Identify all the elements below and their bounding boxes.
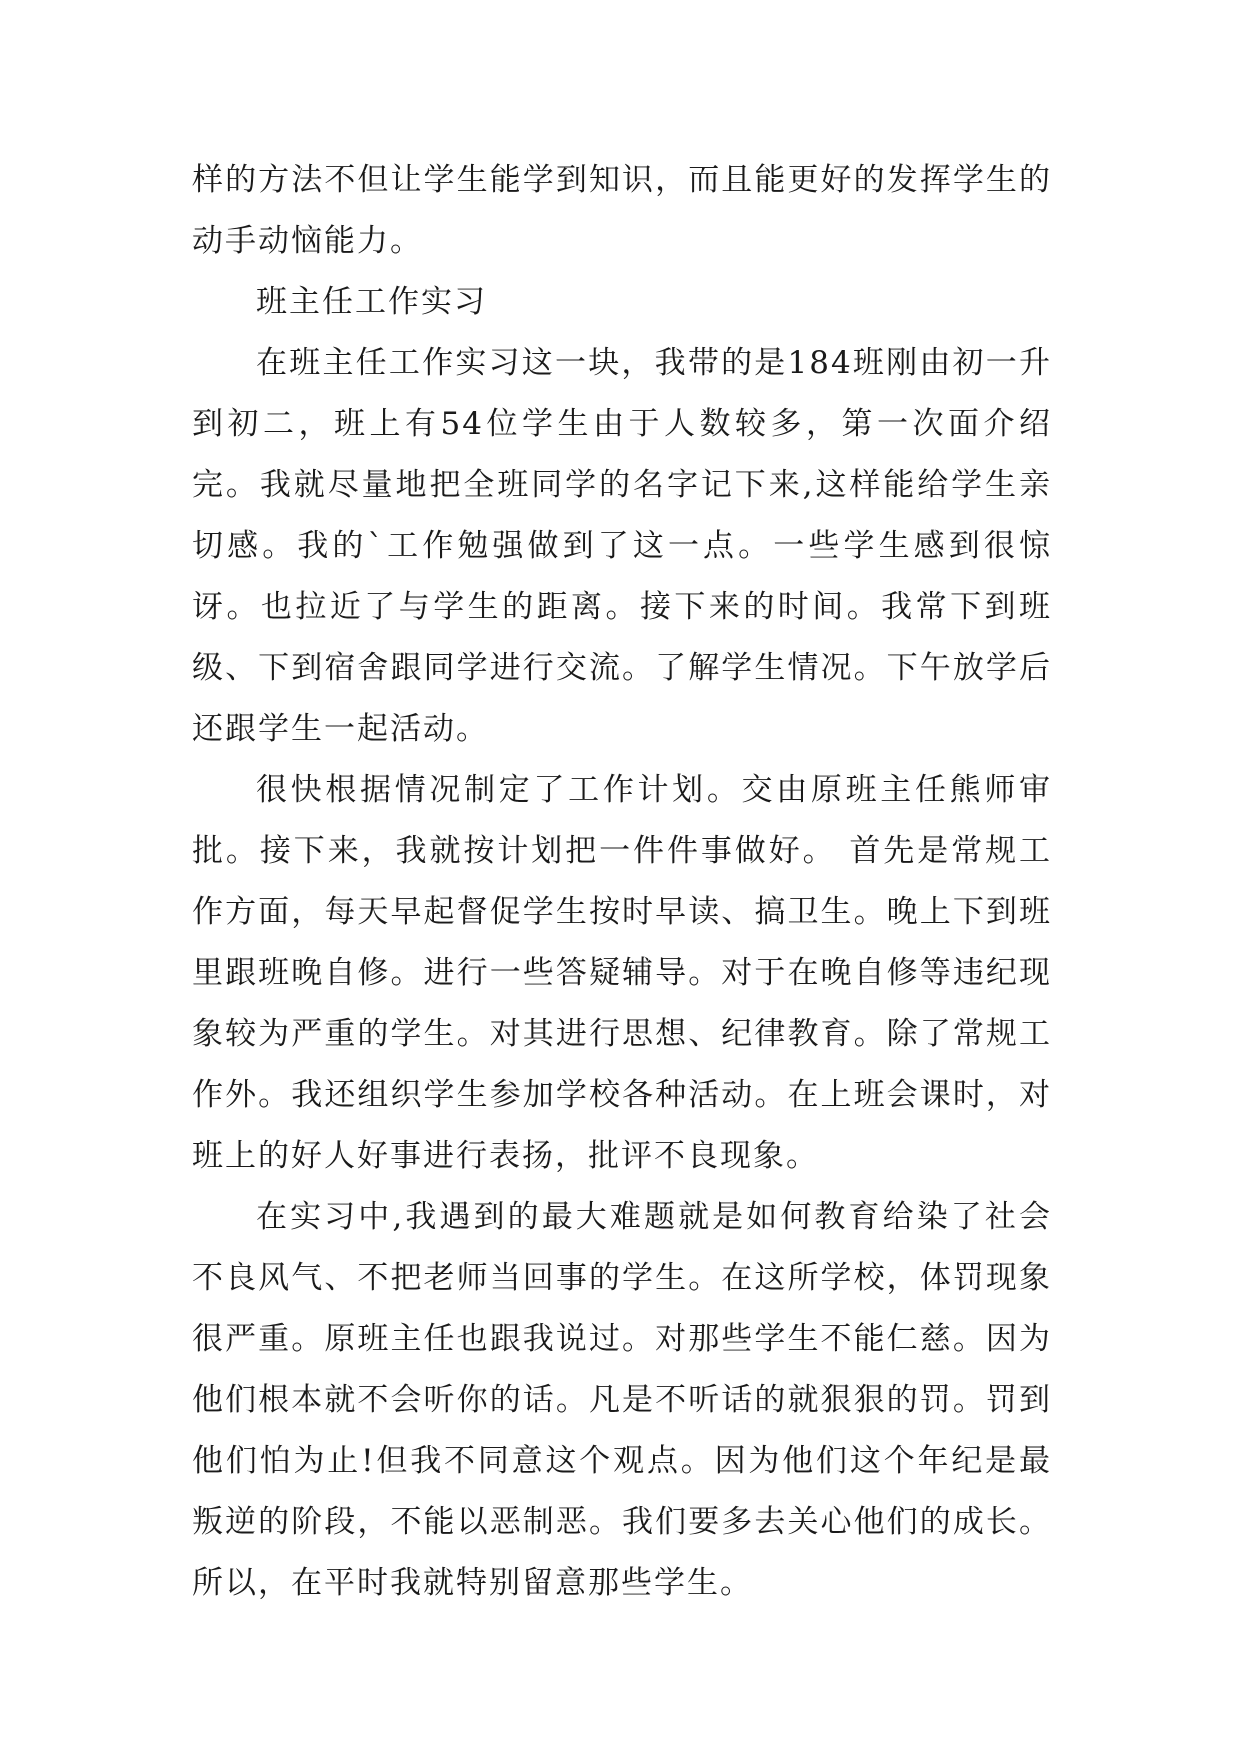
- document-body: [192, 150, 1052, 1614]
- paragraph: 很快根据情况制定了工作计划。交由原班主任熊师审批。接下来，我就按计划把一件件事做好。 首先是常规工作方面，每天早起督促学生按时早读、搞卫生。晚上下到班里跟班晚自修。进行一些答疑辅导。对于在晚自修等违纪现象较为严重的学生。对其进行思想、纪律教育。除了常规工作外。我还组织学生参加学校各种活动。在上班会课时，对班上的好人好事进行表扬，批评不良现象。: [192, 772, 1052, 1174]
- section-heading: 班主任工作实习: [256, 284, 487, 320]
- paragraph-continuation: 样的方法不但让学生能学到知识，而且能更好的发挥学生的动手动恼能力。: [192, 162, 1052, 259]
- paragraph: 在班主任工作实习这一块，我带的是184班刚由初一升到初二，班上有54位学生由于人数较多，第一次面介绍完。我就尽量地把全班同学的名字记下来,这样能给学生亲切感。我的`工作勉强做到了这一点。一些学生感到很惊讶。也拉近了与学生的距离。接下来的时间。我常下到班级、下到宿舍跟同学进行交流。了解学生情况。下午放学后还跟学生一起活动。: [192, 345, 1052, 747]
- paragraph: 在实习中,我遇到的最大难题就是如何教育给染了社会不良风气、不把老师当回事的学生。在这所学校，体罚现象很严重。原班主任也跟我说过。对那些学生不能仁慈。因为他们根本就不会听你的话。凡是不听话的就狠狠的罚。罚到他们怕为止!但我不同意这个观点。因为他们这个年纪是最叛逆的阶段，不能以恶制恶。我们要多去关心他们的成长。所以，在平时我就特别留意那些学生。: [192, 1199, 1052, 1601]
